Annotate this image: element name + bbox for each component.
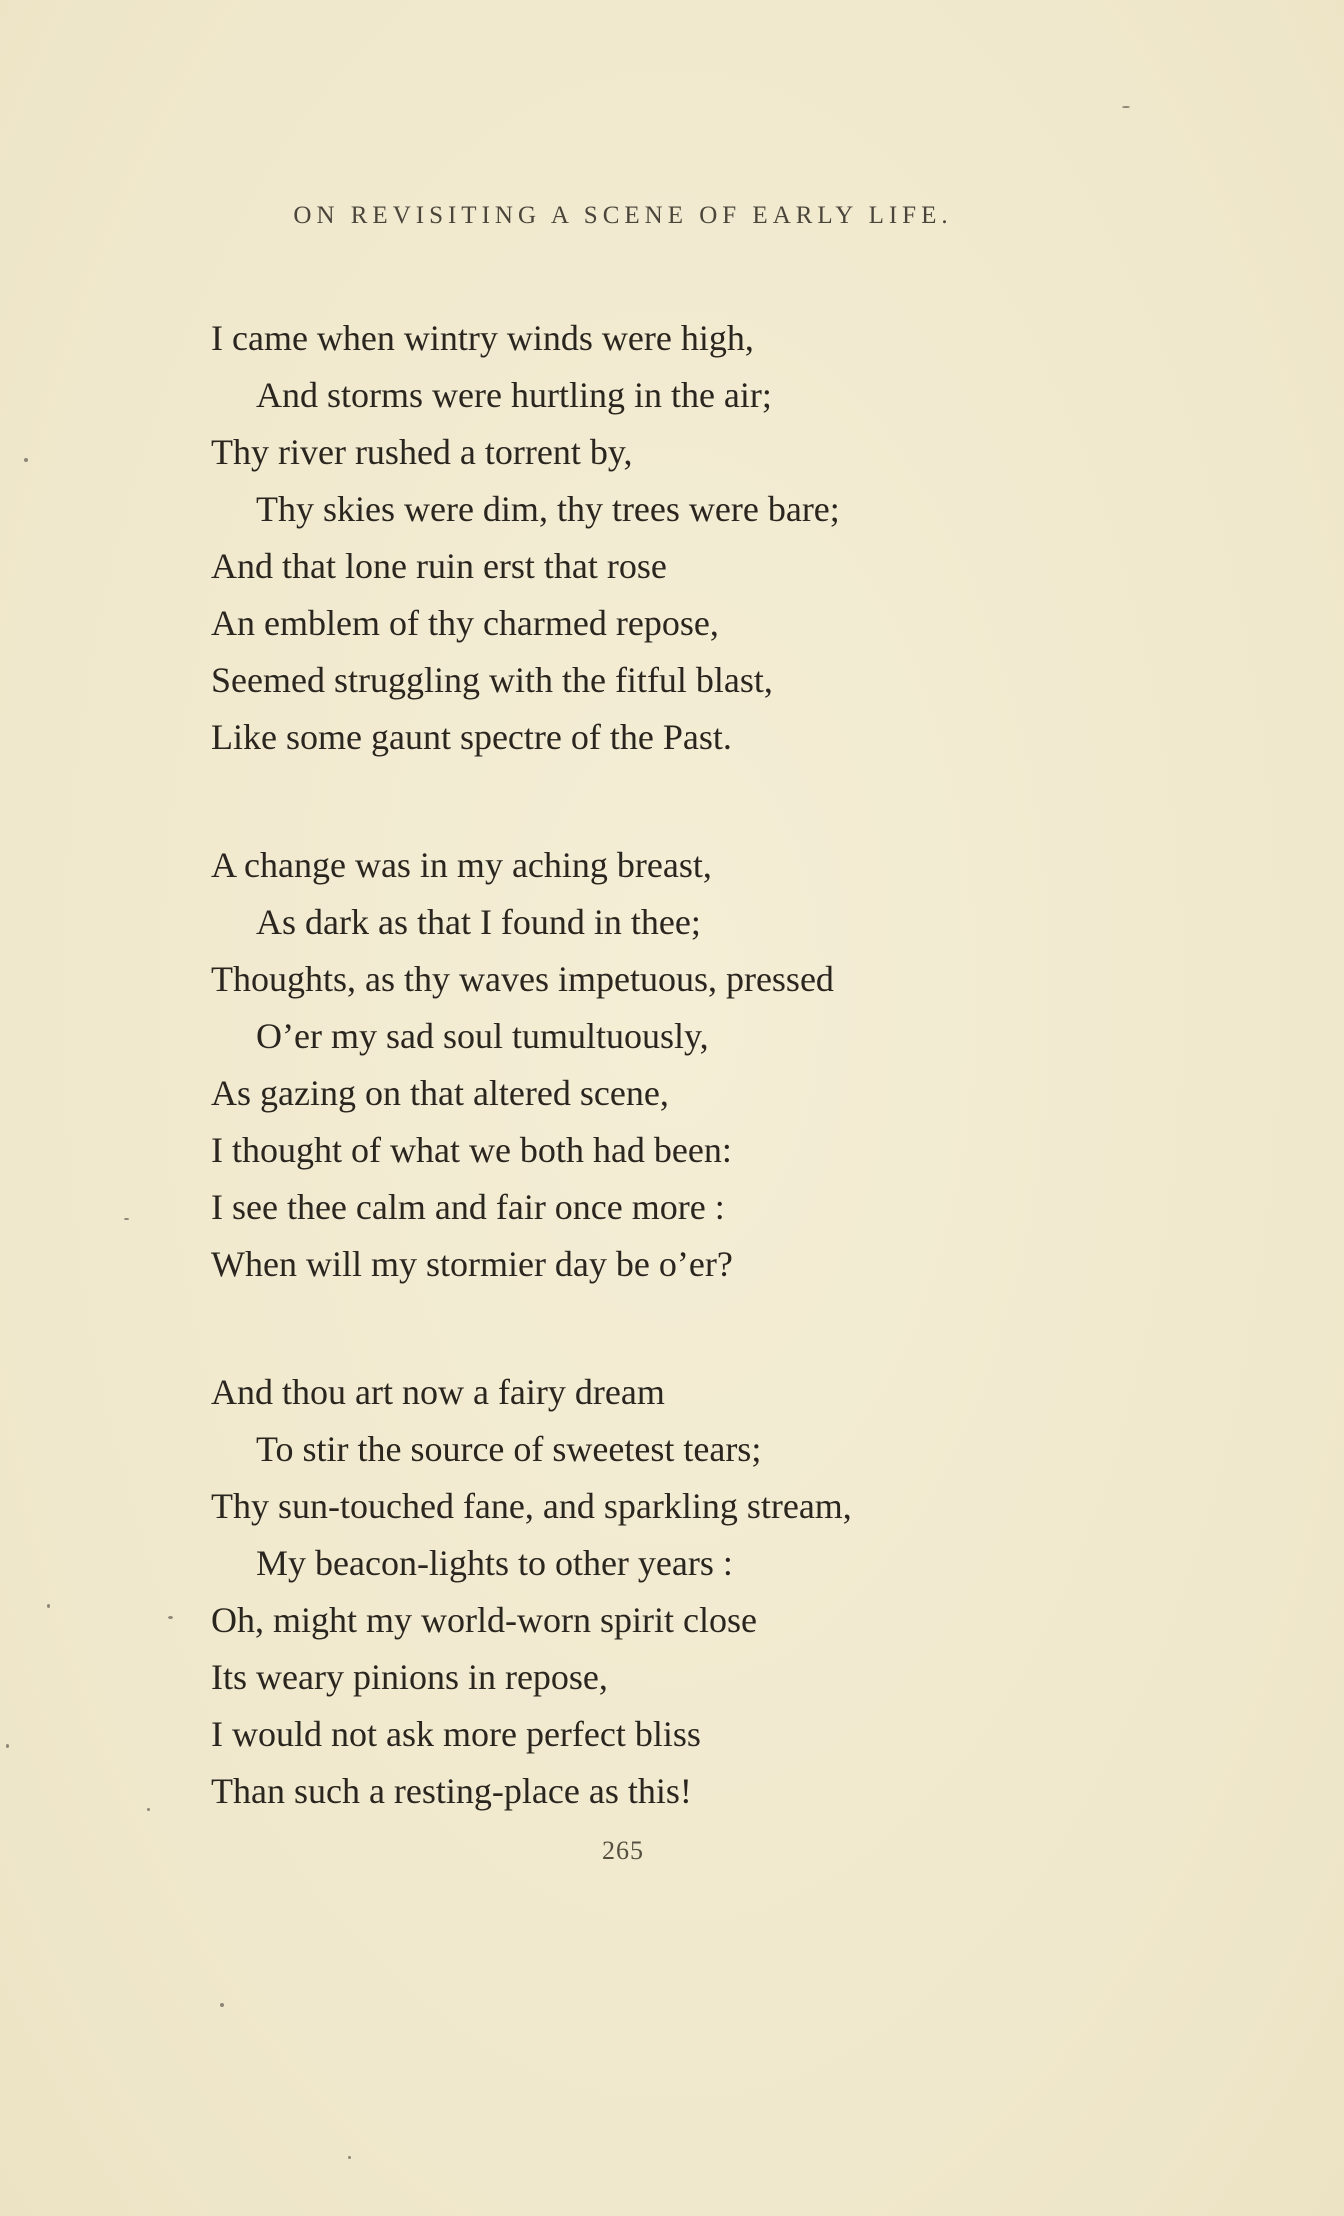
poem-line: Its weary pinions in repose, <box>211 1657 608 1697</box>
poem-line: I would not ask more perfect bliss <box>211 1714 701 1754</box>
poem-line: Than such a resting-place as this! <box>211 1771 692 1811</box>
poem-line: I came when wintry winds were high, <box>211 318 754 358</box>
poem-line: Oh, might my world-worn spirit close <box>211 1600 757 1640</box>
page-number: 265 <box>602 1836 644 1865</box>
paper-speck <box>124 1218 129 1220</box>
poem-line: I thought of what we both had been: <box>211 1130 732 1170</box>
page-title: ON REVISITING A SCENE OF EARLY LIFE. <box>293 202 953 229</box>
poem-line: O’er my sad soul tumultuously, <box>256 1016 709 1056</box>
poem <box>211 310 1091 1820</box>
poem-line: And thou art now a fairy dream <box>211 1372 665 1412</box>
paper-speck <box>24 458 28 462</box>
poem-line: And storms were hurtling in the air; <box>256 375 772 415</box>
stanza-1 <box>211 310 1091 766</box>
poem-line: And that lone ruin erst that rose <box>211 546 667 586</box>
poem-line: A change was in my aching breast, <box>211 845 712 885</box>
paper-speck <box>6 1744 9 1748</box>
poem-line: Like some gaunt spectre of the Past. <box>211 717 732 757</box>
poem-line: My beacon-lights to other years : <box>256 1543 733 1583</box>
stanza-3 <box>211 1364 1091 1820</box>
poem-line: When will my stormier day be o’er? <box>211 1244 733 1284</box>
paper-speck <box>47 1604 50 1608</box>
poem-line: Thy skies were dim, thy trees were bare; <box>256 489 840 529</box>
poem-line: As gazing on that altered scene, <box>211 1073 669 1113</box>
paper-speck <box>147 1808 150 1811</box>
poem-line: Thy river rushed a torrent by, <box>211 432 633 472</box>
paper-speck <box>1122 106 1130 108</box>
poem-line: An emblem of thy charmed repose, <box>211 603 719 643</box>
poem-line: Thy sun-touched fane, and sparkling stream, <box>211 1486 852 1526</box>
paper-speck <box>168 1616 173 1619</box>
poem-line: Seemed struggling with the fitful blast, <box>211 660 773 700</box>
poem-line: As dark as that I found in thee; <box>256 902 701 942</box>
poem-line: Thoughts, as thy waves impetuous, pressed <box>211 959 834 999</box>
stanza-2 <box>211 837 1091 1293</box>
poem-line: I see thee calm and fair once more : <box>211 1187 725 1227</box>
paper-speck <box>220 2003 224 2007</box>
poem-line: To stir the source of sweetest tears; <box>256 1429 762 1469</box>
paper-speck <box>348 2156 351 2159</box>
